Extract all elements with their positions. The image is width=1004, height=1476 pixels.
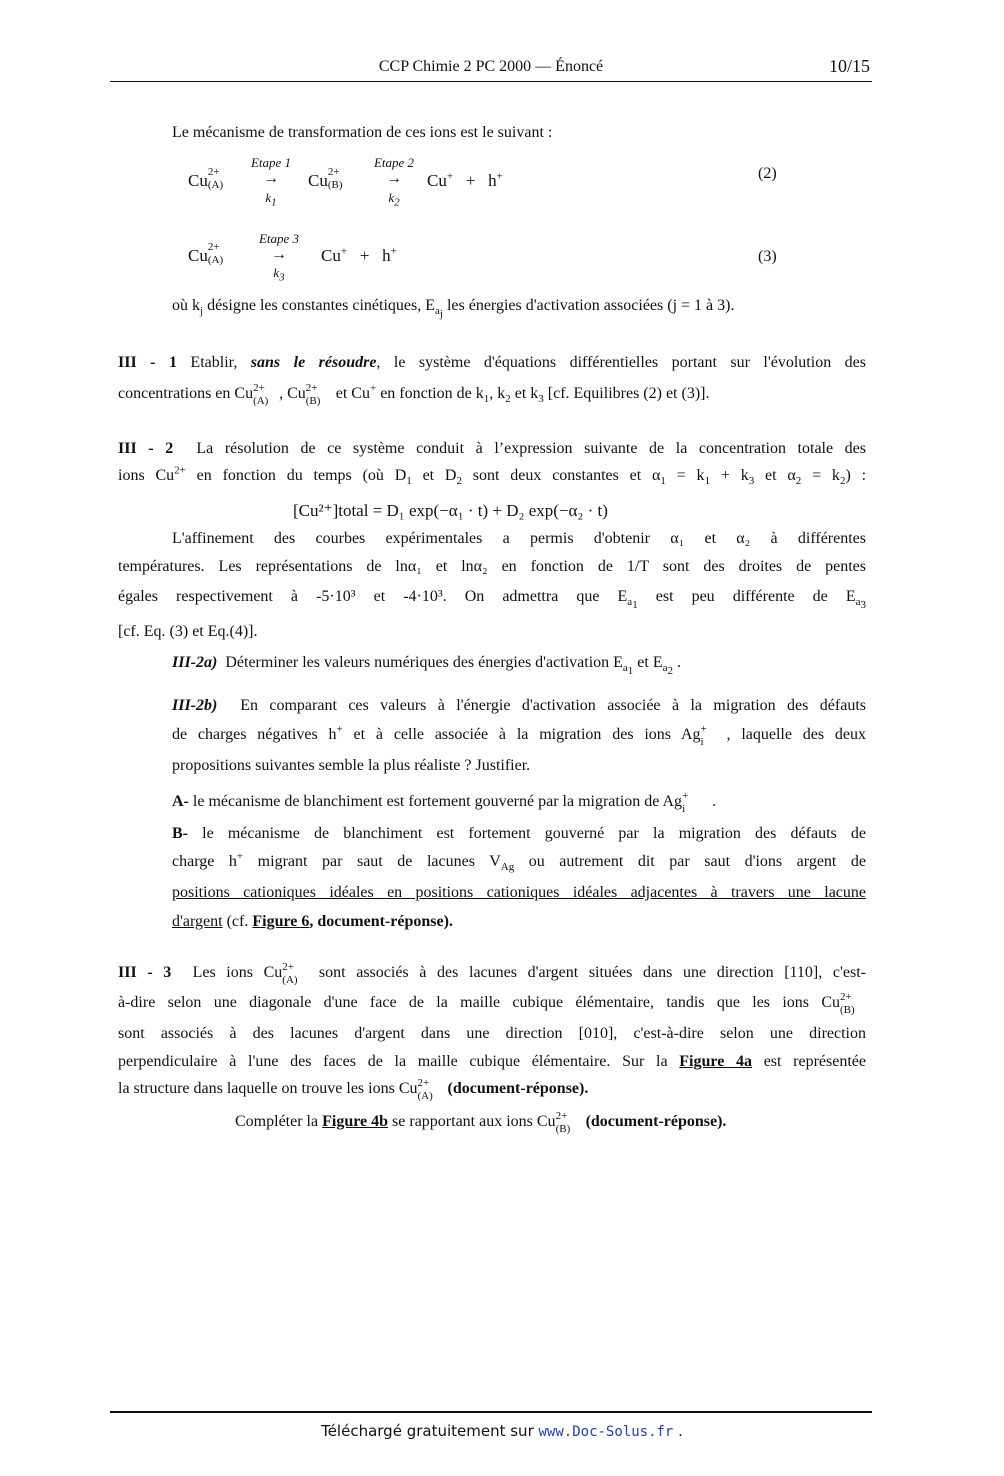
step2-label: Etape 2 [373,155,415,170]
q2-line2: ions $Cu^{2+}$ en fonction du temps (où $D_1$ et $D_2$ sont deux constantes et $\alpha_1 = k_1 + k_3$ et $\alpha_2 = k_2$) : [118,464,867,488]
option-b-line4: d'argent (cf. Figure 6, document-réponse). [172,913,453,930]
q2-para-line4: [cf. Eq. (3) et Eq.(4)]. [118,623,258,640]
q2b-line1: III-2b) En comparant ces valeurs à l'énergie d'activation associée à la migration des défauts [172,697,867,714]
q3-line1: III - 3 Les ions Cu 2+ (A) sont associés à des lacunes d'argent situées dans une direction [110], c'est- [118,961,866,987]
q1-line2: concentrations en Cu 2+ (A) , Cu 2+ (B) et Cu+ en fonction de $k_1$, $k_2$ et $k_3$ [cf. Equilibres (2) et (3)]. [118,382,710,408]
q2b-line2: de charges négatives h+ et à celle associée à la migration des ions Ag + i , laquelle des deux [172,723,867,749]
q2a: III-2a) Déterminer les valeurs numériques des énergies d'activation $E_{a_1}$ et $E_{a_2}$ . [172,654,682,678]
header-rule [110,81,872,82]
option-b-line2: charge h+ migrant par saut de lacunes $V_{Ag}$ ou autrement dit par saut d'ions argent de [172,850,867,874]
q3-line5: la structure dans laquelle on trouve les ions Cu 2+ (A) (document-réponse). [118,1077,589,1103]
page-header [110,58,872,78]
arrow-icon: → [386,170,402,187]
arrow-icon: → [271,246,287,263]
q3-line3: sont associés à des lacunes d'argent dans une direction [010], c'est-à-dire selon une direction [118,1025,866,1042]
q3-line6: Compléter la Figure 4b se rapportant aux ions Cu 2+ (B) (document-réponse). [235,1110,727,1136]
total-concentration-formula: [Cu²⁺]total = D₁ exp(−α₁ · t) + D₂ exp(−α₂ · t) [293,501,608,520]
k1-label: $k_1$ [265,190,277,209]
q2-para-line1: L'affinement des courbes expérimentales a permis d'obtenir α₁ et α₂ à différentes [172,530,866,547]
ion-cu-plus: Cu+ + h+ [427,170,503,190]
q1-line1: III - 1 Etablir, sans le résoudre, le système d'équations différentielles portant sur l'évolution des [118,354,866,371]
k3-label: $k_3$ [273,265,285,284]
q3-line4: perpendiculaire à l'une des faces de la maille cubique élémentaire. Sur la Figure 4a est représentée [118,1053,867,1070]
equation-number: (3) [758,248,777,265]
q2-para-line3: égales respectivement à -5·10³ et -4·10³. On admettra que $E_{a_1}$ est peu différente de $E_{a_3}$ [118,588,867,612]
q2-line1: III - 2 La résolution de ce système conduit à l’expression suivante de la concentration totale des [118,440,867,457]
page-number: 10/15 [828,56,870,76]
q2b-line3: propositions suivantes semble la plus réaliste ? Justifier. [172,757,531,774]
footer-rule [110,1411,872,1413]
step3-label: Etape 3 [258,231,300,246]
ion-cu-plus: Cu+ + h+ [321,245,397,265]
header-title: CCP Chimie 2 PC 2000 — Énoncé [378,58,604,75]
step1-label: Etape 1 [250,155,292,170]
q3-line2: à-dire selon une diagonale d'une face de la maille cubique élémentaire, tandis que les ions Cu 2+ (B) [118,991,855,1017]
arrow-icon: → [263,170,279,187]
equation-number: (2) [758,165,777,182]
option-b-line3: positions cationiques idéales en positions cationiques idéales adjacentes à travers une lacune [172,884,866,901]
q2-para-line2: températures. Les représentations de lnα₁ et lnα₂ en fonction de 1/T sont des droites de pentes [118,558,866,575]
ion-cu-a: Cu 2+ (A) [188,166,224,192]
mechanism-intro: Le mécanisme de transformation de ces ions est le suivant : [172,124,553,141]
ion-cu-b: Cu 2+ (B) [308,166,343,192]
kinetic-note: où $k_j$ désigne les constantes cinétiques, $E_{a_j}$ les énergies d'activation associées (j = 1 à 3). [172,297,735,321]
k2-label: $k_2$ [388,190,400,209]
doc-solus-link[interactable]: www.Doc-Solus.fr [538,1424,674,1440]
page-footer: Téléchargé gratuitement sur www.Doc-Solus.fr . [321,1422,683,1440]
option-a: A- le mécanisme de blanchiment est fortement gouverné par la migration de Ag + i . [172,790,717,816]
ion-cu-a: Cu 2+ (A) [188,241,224,267]
option-b-line1: B- le mécanisme de blanchiment est fortement gouverné par la migration des défauts de [172,825,866,842]
